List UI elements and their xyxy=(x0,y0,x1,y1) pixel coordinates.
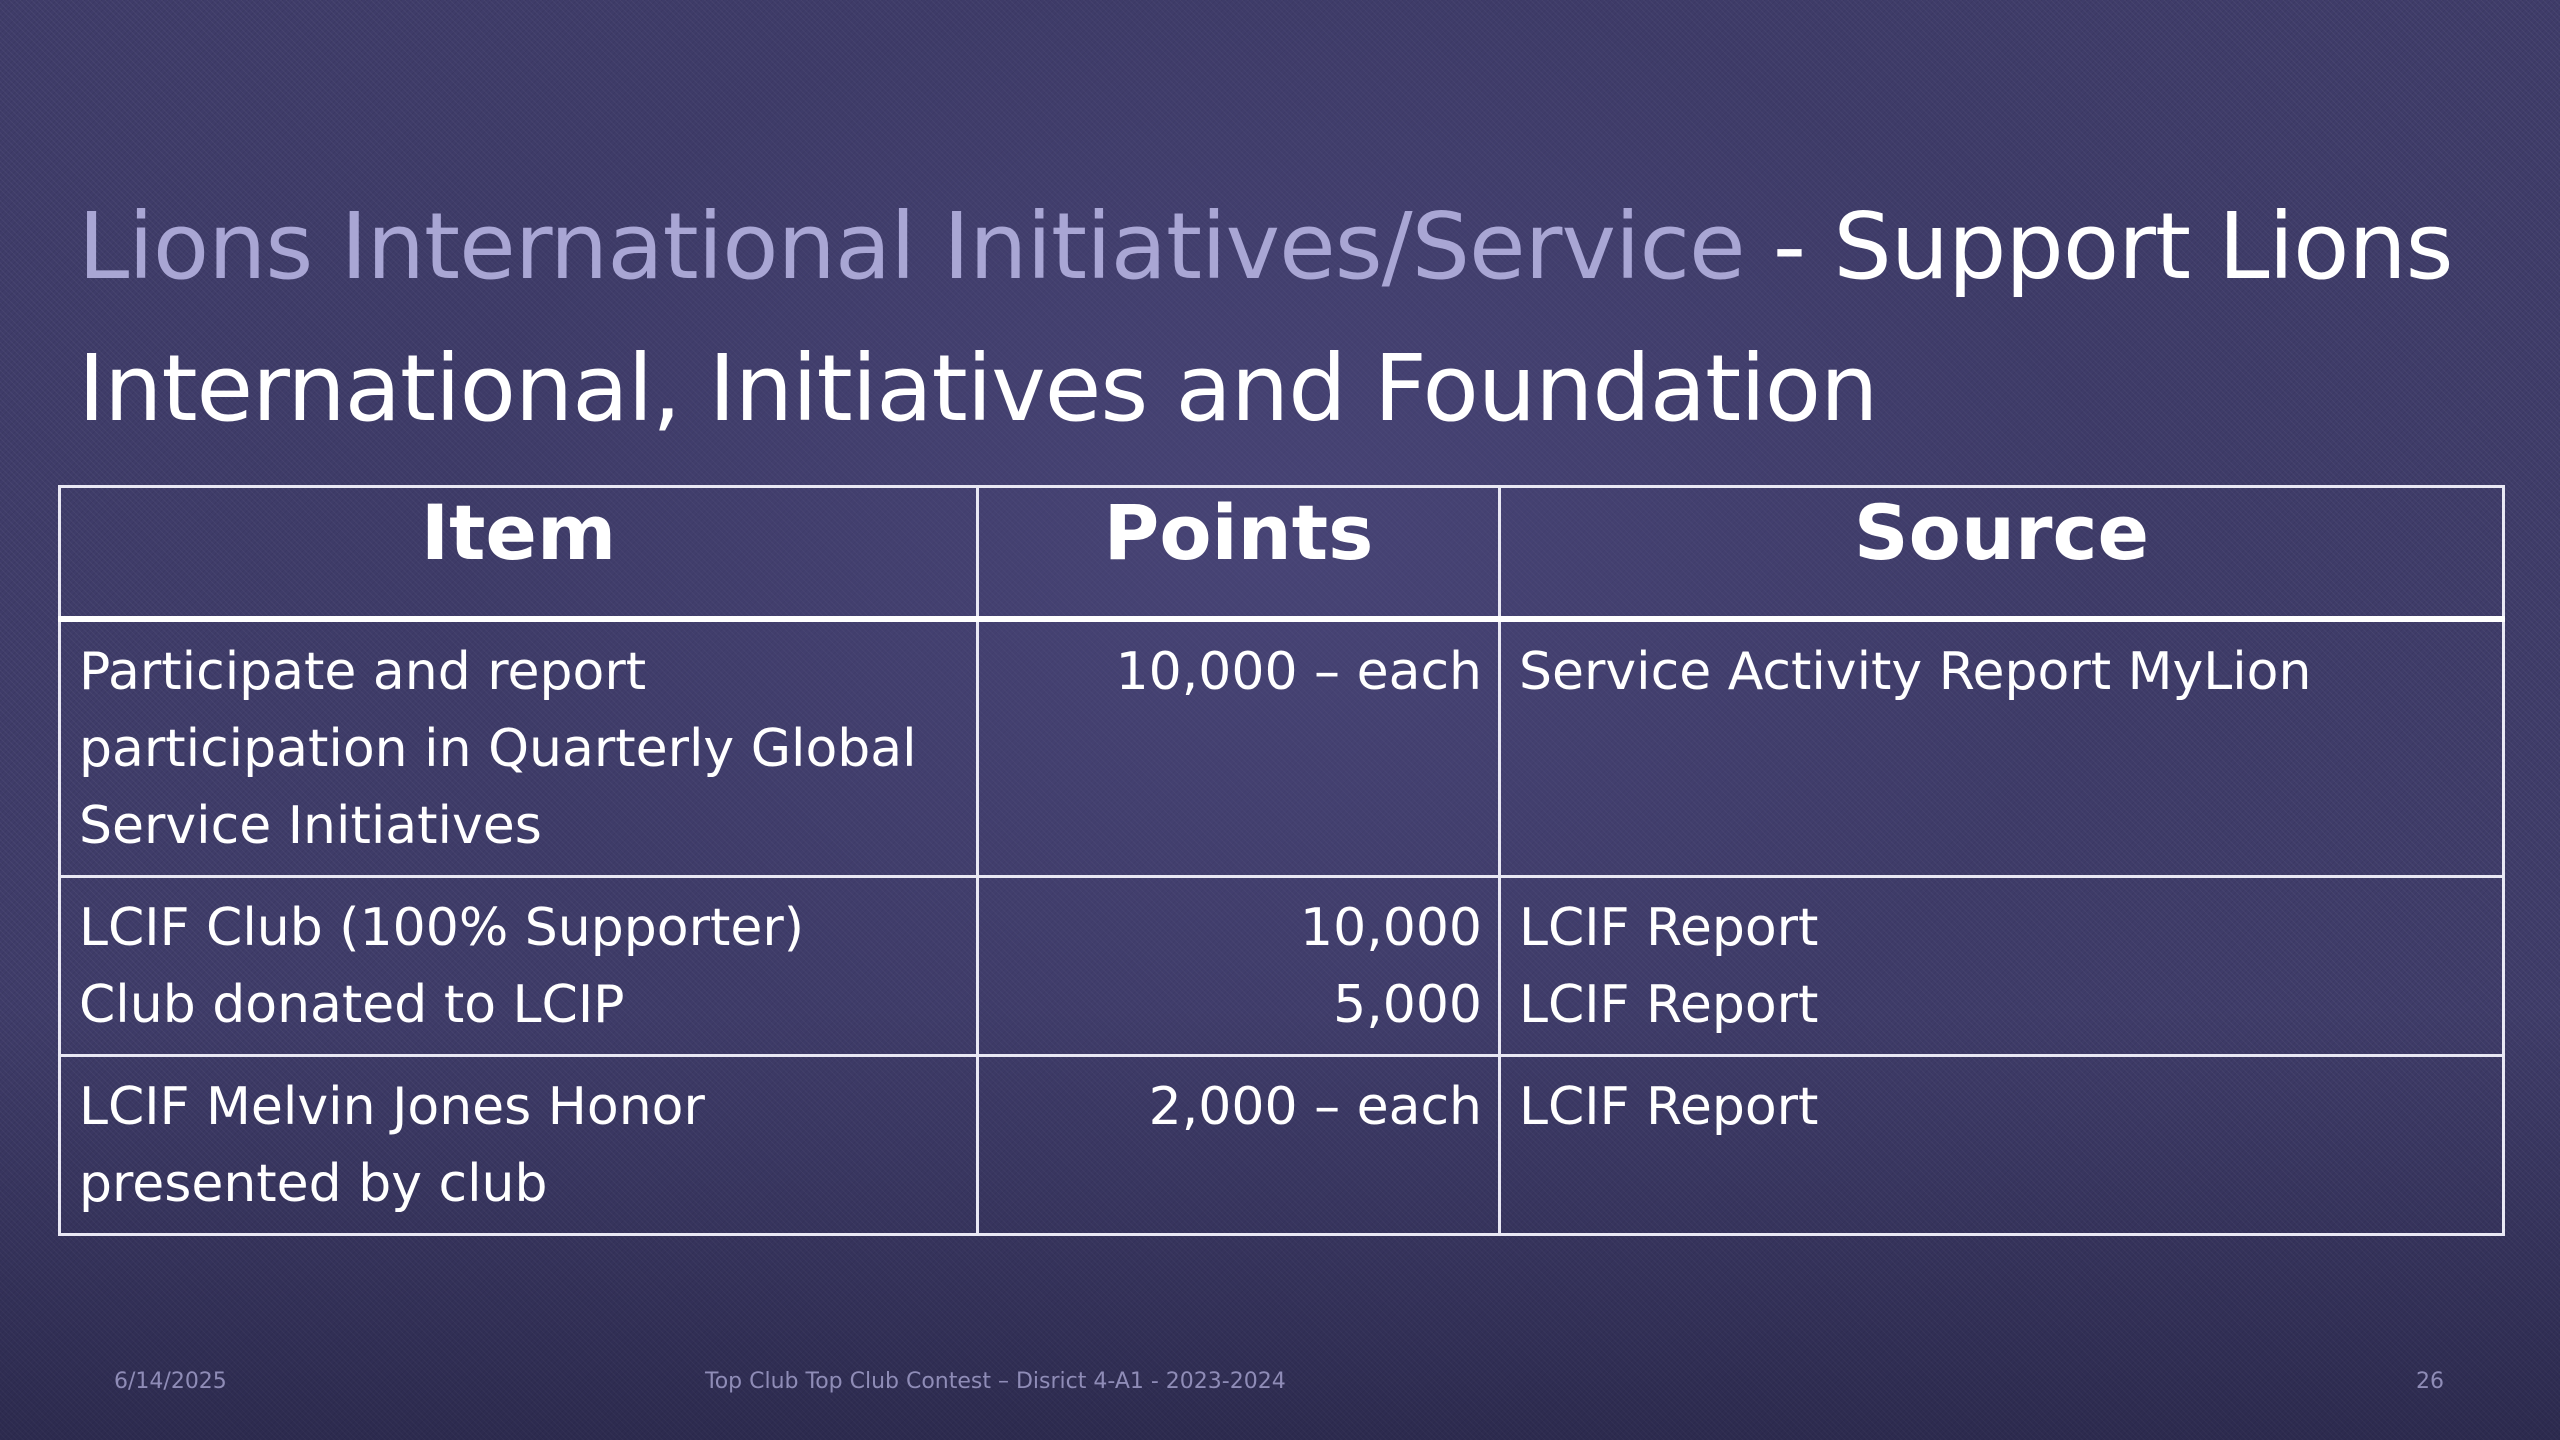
slide-title-rest: - Support Lions International, Initiatives and Foundation xyxy=(78,193,2453,442)
slide-title xyxy=(78,176,2458,460)
cell-text: LCIF Club (100% Supporter) xyxy=(79,898,805,958)
cell-item xyxy=(60,1056,978,1235)
slide-number: 26 xyxy=(2416,1369,2444,1394)
footer-text: Top Club Top Club Contest – Disrict 4-A1 - 2023-2024 xyxy=(705,1369,1286,1394)
cell-points xyxy=(978,877,1500,1056)
cell-source xyxy=(1500,1056,2504,1235)
cell-text: Participate and report participation in Quarterly Global Service Initiatives xyxy=(79,642,917,856)
table-row xyxy=(60,1056,2504,1235)
table-header-row xyxy=(60,487,2504,620)
header-item: Item xyxy=(60,487,978,620)
cell-text: 10,000 – each xyxy=(1115,642,1482,702)
cell-text: LCIF Report xyxy=(1519,1077,1819,1137)
cell-source xyxy=(1500,877,2504,1056)
cell-points xyxy=(978,619,1500,877)
cell-text: 10,000 xyxy=(1300,898,1482,958)
footer-date: 6/14/2025 xyxy=(114,1369,227,1394)
cell-points xyxy=(978,1056,1500,1235)
cell-text: 5,000 xyxy=(1333,975,1482,1035)
cell-source xyxy=(1500,619,2504,877)
points-table xyxy=(58,485,2505,1236)
cell-text: LCIF Melvin Jones Honor presented by club xyxy=(79,1077,705,1214)
cell-text: Service Activity Report MyLion xyxy=(1519,642,2312,702)
header-source: Source xyxy=(1500,487,2504,620)
cell-item xyxy=(60,877,978,1056)
slide-title-lead: Lions International Initiatives/Service xyxy=(78,193,1745,300)
points-table-container xyxy=(58,485,2502,1236)
table-row xyxy=(60,619,2504,877)
cell-text: LCIF Report xyxy=(1519,898,1819,958)
cell-item xyxy=(60,619,978,877)
cell-text: LCIF Report xyxy=(1519,975,1819,1035)
cell-text: 2,000 – each xyxy=(1148,1077,1482,1137)
table-row xyxy=(60,877,2504,1056)
header-points: Points xyxy=(978,487,1500,620)
cell-text: Club donated to LCIP xyxy=(79,975,625,1035)
